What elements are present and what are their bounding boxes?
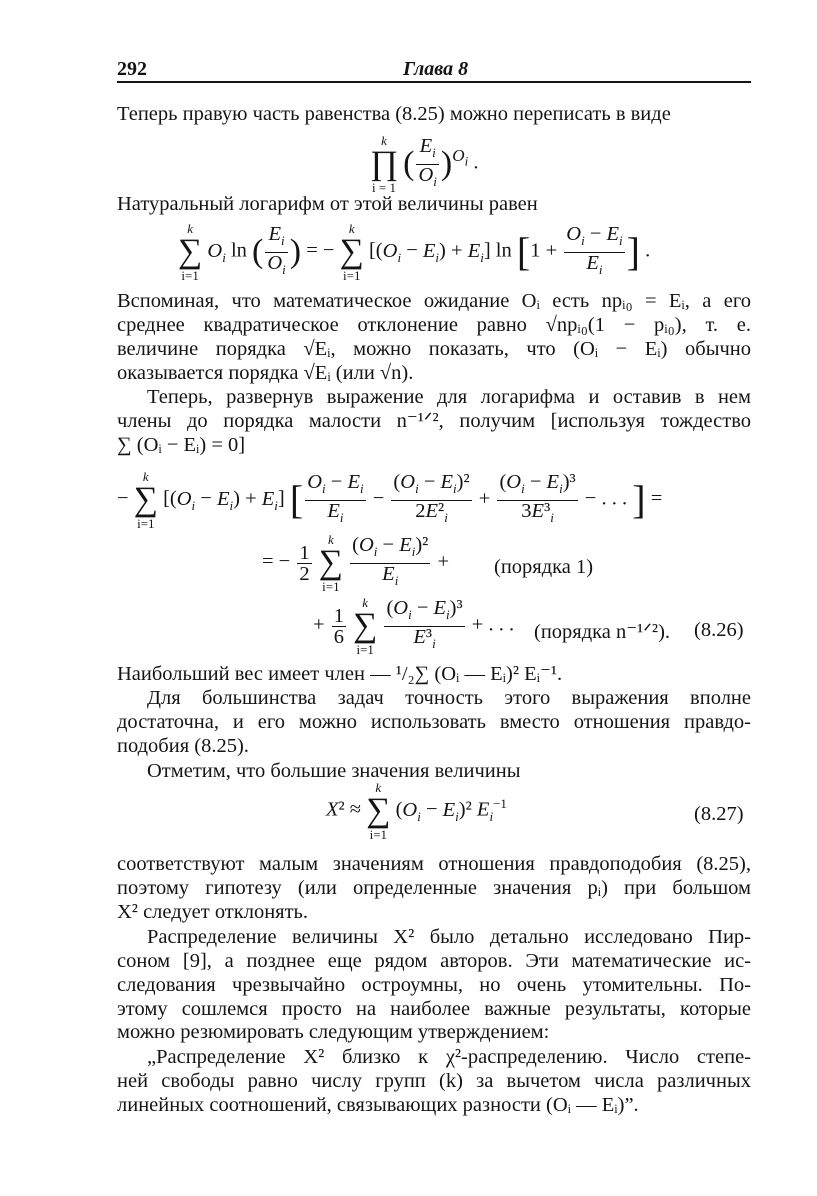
paragraph-10-line-2: ней свободы равно числу групп (k) за вычетом числа различных [117,1070,751,1092]
equation-product: k ∏ i = 1 ( $\frac{E_i}{O_i}$ )$^{O_i}$ . [370,133,479,195]
paragraph-3-line-1: Вспоминая, что математическое ожидание Oᵢ есть npᵢ₀ = Eᵢ, а его [117,290,751,312]
paragraph-3-line-2: среднее квадратическое отклонение равно √npᵢ₀(1 − pᵢ₀), т. е. [117,314,751,336]
paragraph-8-line-1: соответствуют малым значениям отношения правдоподобия (8.25), [117,853,751,875]
equation-x2: X² ≈ k ∑ i=1 $(O_i - E_i)^2$ $E_i^{-1}$ [326,780,507,842]
paragraph-9-line-1: Распределение величины X² было детально исследовано Пир- [147,926,751,948]
equation-number-8-26: (8.26) [694,619,744,641]
paragraph-6-line-2: достаточна, и его можно использовать вместо отношения правдо- [117,711,751,733]
running-head-chapter: Глава 8 [403,58,469,80]
equation-number-8-27: (8.27) [694,803,744,825]
paragraph-3-line-3: величине порядка √Eᵢ, можно показать, что (Oᵢ − Eᵢ) обычно [117,338,751,360]
paragraph-10-line-1: „Распределение X² близко к χ²-распределению. Число степе- [147,1046,751,1068]
equation-expansion-line-2: = − $\frac{1}{2}$ k ∑ i=1 $\frac{(O_i - E_i)^2}{E_i}$ + [262,532,450,594]
paragraph-4-line-3: ∑ (Oᵢ − Eᵢ) = 0] [117,434,246,456]
paragraph-2: Натуральный логарифм от этой величины равен [117,193,538,215]
order-n-note: (порядка n⁻¹ᐟ²). [534,621,671,643]
paragraph-9-line-2: соном [9], а позднее еще рядом авторов. Эти математические ис- [117,950,751,972]
paragraph-6-line-3: подобия (8.25). [117,735,249,757]
paragraph-4-line-1: Теперь, развернув выражение для логарифма и оставив в нем [147,386,751,408]
header-rule [117,81,751,83]
paragraph-6-line-1: Для большинства задач точность этого выражения вполне [147,687,751,709]
paragraph-4-line-2: члены до порядка малости n⁻¹ᐟ², получим [используя тождество [117,410,751,432]
paragraph-3-line-4: оказывается порядка √Eᵢ (или √n). [117,362,414,384]
equation-expansion-line-1: − k ∑ i=1 $[(O_i - E_i) + E_i]$ [ $\frac{O_i - E_i}{E_i}$ − $\frac{(O_i - E_i)^2}{2E^2_i}$ + $\frac{(O_i - E_i)^3}{3E^3_i}$ − . . . ] = [117,469,663,531]
paragraph-8-line-2: поэтому гипотезу (или определенные значения pᵢ) при большом [117,877,751,899]
paragraph-1: Теперь правую часть равенства (8.25) можно переписать в виде [117,103,671,125]
order-1-note: (порядка 1) [494,556,594,578]
paragraph-5: Наибольший вес имеет член — ¹/₂∑ (Oᵢ — Eᵢ)² Eᵢ⁻¹. [117,663,563,685]
equation-log-expansion: k ∑ i=1 $O_i$ ln ( $\frac{E_i}{O_i}$ ) = − k ∑ i=1 $[(O_i - E_i) + E_i]$ ln [1 + $\frac{O_i - E_i}{E_i}$ ] . [178,221,651,283]
paragraph-9-line-5: можно резюмировать следующим утверждением: [117,1021,550,1043]
paragraph-9-line-3: следования чрезвычайно остроумны, но очень утомительны. По- [117,974,751,996]
page-number: 292 [117,58,147,80]
paragraph-9-line-4: этому сошлемся просто на наиболее важные результаты, которые [117,998,751,1020]
equation-expansion-line-3: + $\frac{1}{6}$ k ∑ i=1 $\frac{(O_i - E_i)^3}{E^3_i}$ + . . . [313,595,515,657]
paragraph-10-line-3: линейных соотношений, связывающих разности (Oᵢ — Eᵢ)”. [117,1094,639,1116]
paragraph-8-line-3: X² следует отклонять. [117,901,309,923]
paragraph-7: Отметим, что большие значения величины [147,760,521,782]
